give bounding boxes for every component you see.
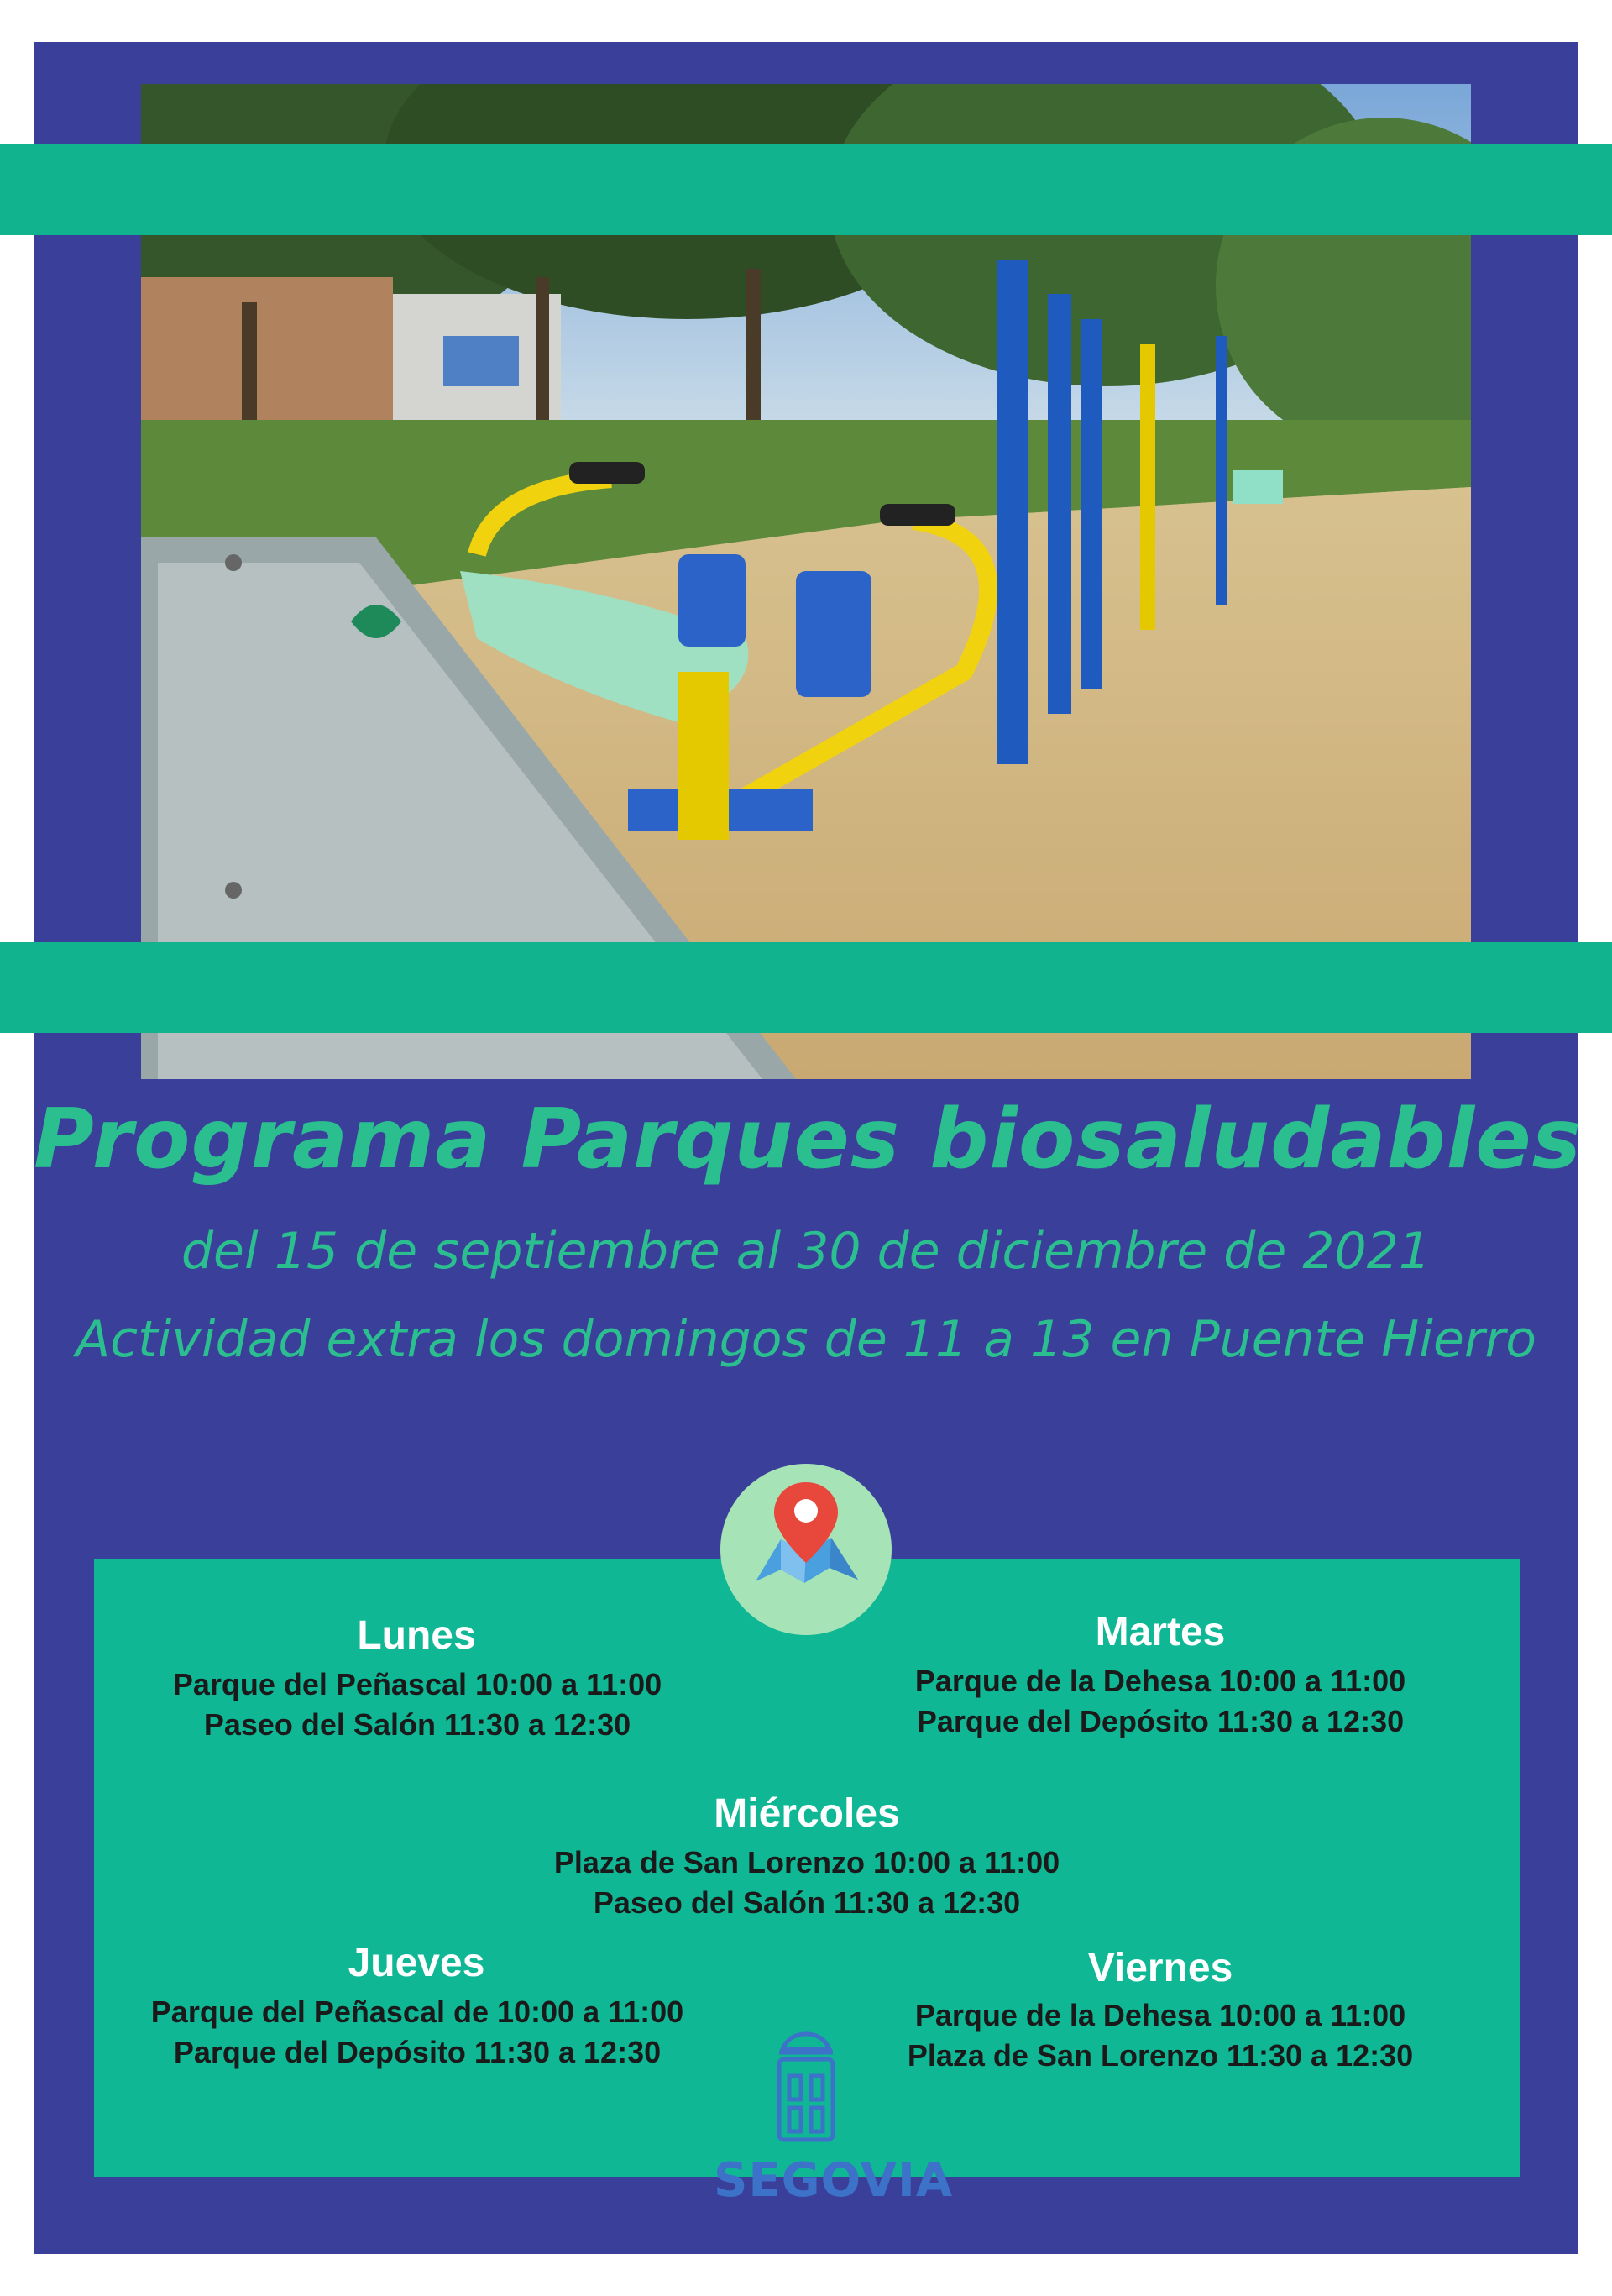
- slots-martes: [854, 1661, 1467, 1742]
- slot-item: Parque del Depósito 11:30 a 12:30: [916, 1704, 1405, 1738]
- day-viernes: Viernes: [1087, 1946, 1233, 1990]
- slot-item: Paseo del Salón 11:30 a 12:30: [203, 1707, 631, 1742]
- segovia-logo: [714, 2024, 954, 2267]
- day-miercoles: Miércoles: [714, 1791, 900, 1836]
- slot-item: Parque del Peñascal 10:00 a 11:00: [172, 1667, 662, 1701]
- day-jueves: Jueves: [348, 1941, 485, 1985]
- day-martes: Martes: [1095, 1610, 1226, 1654]
- extra-activity: Actividad extra los domingos de 11 a 13 en Puente Hierro: [76, 1310, 1536, 1369]
- slots-viernes: [837, 1995, 1484, 2076]
- logo-text: SEGOVIA: [714, 2153, 954, 2208]
- slot-item: Plaza de San Lorenzo 10:00 a 11:00: [553, 1845, 1060, 1879]
- program-title: Programa Parques biosaludables: [34, 1092, 1583, 1187]
- slots-lunes: [111, 1664, 724, 1745]
- city-crest-icon: [772, 2024, 840, 2150]
- slots-jueves: [94, 1992, 741, 2073]
- slots-miercoles: [500, 1843, 1113, 1923]
- slot-item: Paseo del Salón 11:30 a 12:30: [593, 1885, 1021, 1920]
- slot-item: Parque del Peñascal de 10:00 a 11:00: [150, 1995, 684, 2029]
- slot-item: Plaza de San Lorenzo 11:30 a 12:30: [907, 2038, 1414, 2073]
- program-dates: del 15 de septiembre al 30 de diciembre de 2021: [181, 1222, 1431, 1281]
- day-lunes: Lunes: [357, 1613, 476, 1658]
- map-pin-icon: [720, 1464, 892, 1635]
- slot-item: Parque del Depósito 11:30 a 12:30: [173, 2035, 662, 2069]
- slot-item: Parque de la Dehesa 10:00 a 11:00: [914, 1664, 1406, 1698]
- accent-band-middle: [0, 942, 1612, 1033]
- accent-band-top: [0, 144, 1612, 235]
- slot-item: Parque de la Dehesa 10:00 a 11:00: [914, 1998, 1406, 2032]
